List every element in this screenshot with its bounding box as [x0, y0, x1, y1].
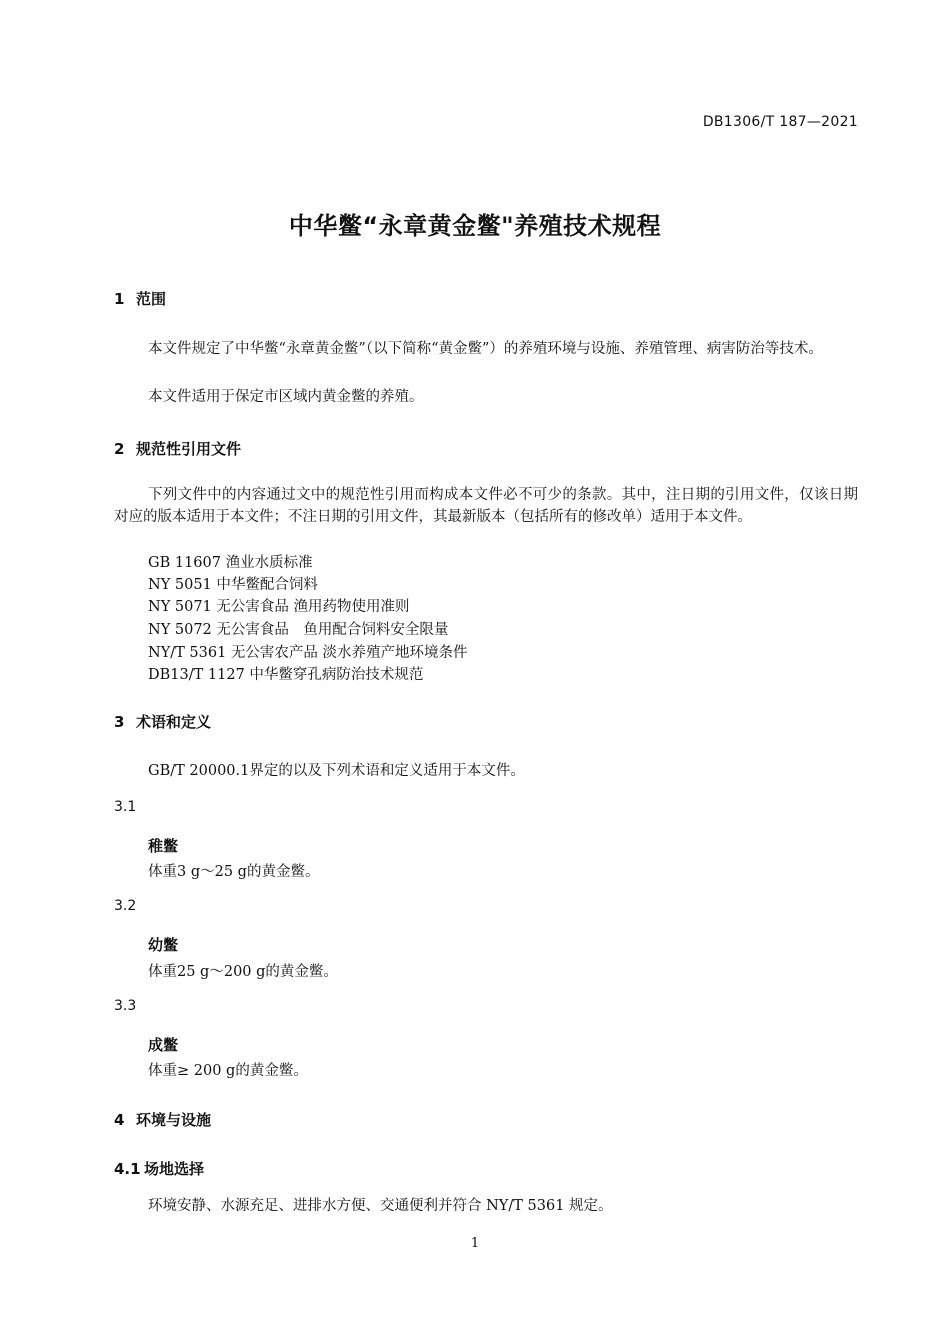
- section-number: 4: [114, 1111, 125, 1129]
- section-title: 范围: [136, 290, 167, 308]
- term-number: 3.2: [114, 898, 137, 914]
- reference-item: NY 5051 中华鳖配合饲料: [148, 577, 318, 593]
- reference-item: NY 5071 无公害食品 渔用药物使用准则: [148, 599, 410, 615]
- reference-item: DB13/T 1127 中华鳖穿孔病防治技术规范: [148, 667, 424, 683]
- page-number: 1: [470, 1236, 480, 1251]
- term-name: 幼鳖: [148, 936, 179, 954]
- subsection-number: 4.1: [114, 1160, 141, 1178]
- section-3-heading: [114, 711, 211, 732]
- section-number: 2: [114, 440, 125, 458]
- term-name: 稚鳖: [148, 837, 179, 855]
- section-title: 术语和定义: [136, 713, 212, 731]
- section-number: 1: [114, 290, 125, 308]
- reference-item: NY/T 5361 无公害农产品 淡水养殖产地环境条件: [148, 645, 468, 661]
- section-4-heading: [114, 1109, 211, 1130]
- section-2-paragraph-1: 下列文件中的内容通过文中的规范性引用而构成本文件必不可少的条款。其中，注日期的引用文件，仅该日期对应的版本适用于本文件；不注日期的引用文件，其最新版本（包括所有的修改单）适用于本文件。: [114, 487, 858, 525]
- subsection-4-1-paragraph-1: 环境安静、水源充足、进排水方便、交通便利并符合 NY/T 5361 规定。: [148, 1198, 613, 1214]
- term-name: 成鳖: [148, 1036, 179, 1054]
- document-code: DB1306/T 187—2021: [702, 114, 858, 130]
- section-1-heading: [114, 288, 166, 309]
- section-1-paragraph-1: 本文件规定了中华鳖“永章黄金鳖”（以下简称“黄金鳖”）的养殖环境与设施、养殖管理、病害防治等技术。: [148, 341, 823, 357]
- section-title: 环境与设施: [136, 1111, 212, 1129]
- section-3-paragraph-1: GB/T 20000.1界定的以及下列术语和定义适用于本文件。: [148, 763, 525, 779]
- section-1-paragraph-2: 本文件适用于保定市区域内黄金鳖的养殖。: [148, 389, 424, 405]
- term-number: 3.1: [114, 799, 137, 815]
- section-title: 规范性引用文件: [136, 440, 242, 458]
- term-number: 3.3: [114, 998, 137, 1014]
- section-number: 3: [114, 713, 125, 731]
- reference-item: GB 11607 渔业水质标准: [148, 555, 313, 571]
- section-2-heading: [114, 438, 241, 459]
- document-title: 中华鳖“永章黄金鳖"养殖技术规程: [288, 212, 662, 240]
- term-definition: 体重≥ 200 g的黄金鳖。: [148, 1063, 308, 1079]
- term-definition: 体重3 g～25 g的黄金鳖。: [148, 864, 320, 880]
- reference-item: NY 5072 无公害食品 鱼用配合饲料安全限量: [148, 622, 449, 638]
- term-definition: 体重25 g～200 g的黄金鳖。: [148, 964, 338, 980]
- subsection-title: 场地选择: [144, 1160, 205, 1178]
- subsection-4-1-heading: [114, 1158, 204, 1179]
